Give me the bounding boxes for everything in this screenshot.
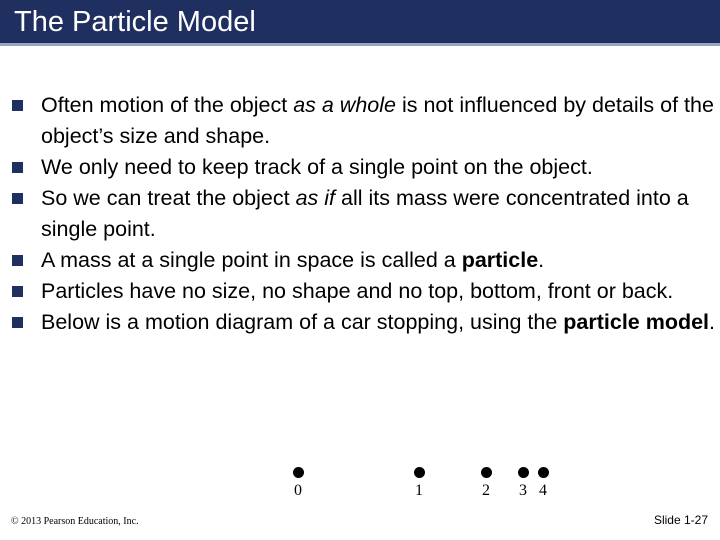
frame-label: 0 — [294, 482, 302, 499]
bullet-item: Particles have no size, no shape and no top, bottom, front or back. — [12, 276, 716, 307]
particle-dot — [481, 467, 492, 478]
square-bullet-icon — [12, 162, 23, 173]
particle-dot — [538, 467, 549, 478]
copyright-notice: © 2013 Pearson Education, Inc. — [11, 516, 139, 527]
bullet-item: So we can treat the object as if all its mass were concentrated into a single point. — [12, 183, 716, 245]
particle-dot — [518, 467, 529, 478]
frame-label: 1 — [415, 482, 423, 499]
particle-dot — [414, 467, 425, 478]
square-bullet-icon — [12, 100, 23, 111]
bullet-item: Below is a motion diagram of a car stopping, using the particle model. — [12, 307, 716, 338]
square-bullet-icon — [12, 317, 23, 328]
bullet-item: We only need to keep track of a single point on the object. — [12, 152, 716, 183]
title-bar — [0, 0, 720, 46]
bullet-item: Often motion of the object as a whole is not influenced by details of the object’s size and shape. — [12, 90, 716, 152]
square-bullet-icon — [12, 255, 23, 266]
frame-label: 4 — [539, 482, 547, 499]
bullet-item: A mass at a single point in space is called a particle. — [12, 245, 716, 276]
particle-dot — [293, 467, 304, 478]
bullet-list — [12, 90, 716, 338]
slide-number: Slide 1-27 — [653, 513, 708, 527]
frame-label: 3 — [519, 482, 527, 499]
frame-label: 2 — [482, 482, 490, 499]
square-bullet-icon — [12, 286, 23, 297]
motion-diagram — [0, 460, 720, 510]
slide-title: The Particle Model — [14, 6, 256, 38]
square-bullet-icon — [12, 193, 23, 204]
